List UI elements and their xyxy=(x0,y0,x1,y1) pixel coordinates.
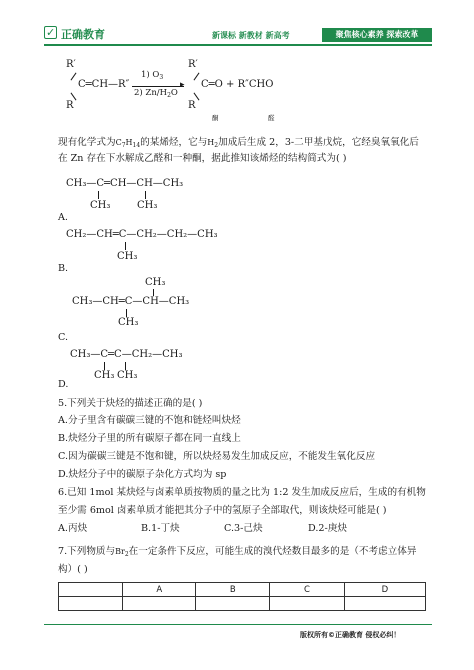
product-r: R xyxy=(188,100,196,111)
q4-option-d-formula[interactable]: CH₃—C═C—CH₂—CH₃ xyxy=(70,349,183,360)
table-header-cell[interactable]: D xyxy=(344,583,425,597)
table-header-cell[interactable]: A xyxy=(123,583,196,597)
brand-logo-icon: ✓ xyxy=(46,26,56,39)
table-header-row xyxy=(59,583,426,597)
reaction-step1: 1) $O_3$ xyxy=(141,70,164,81)
q4-option-b-formula[interactable]: CH₂—CH═C—CH₂—CH₂—CH₃ xyxy=(66,229,218,240)
q6-stem-line2: 至少需 6mol 卤素单质才能把其分子中的氢原子全部取代，则该炔烃可能是( ) xyxy=(58,505,387,516)
q6-option-c[interactable]: C.3-己炔 xyxy=(224,523,263,534)
q6-stem-line1: 6.已知 1mol 某炔烃与卤素单质按物质的量之比为 1:2 发生加成反应后，生成的有机物 xyxy=(58,487,426,498)
reaction-products: C═O + R″CHO xyxy=(201,79,274,90)
q7-stem-line2: 构）( ) xyxy=(58,564,88,575)
q4-option-c-label[interactable]: C. xyxy=(58,332,69,343)
q6-option-a[interactable]: A.丙炔 xyxy=(58,523,88,534)
brand-name: 正确教育 xyxy=(61,28,105,41)
q7-stem-line1: 7.下列物质与$Br_2$在一定条件下反应，可能生成的溴代烃数目最多的是（不考虑立体异 xyxy=(58,546,417,558)
q4-option-d-branch2: CH₃ xyxy=(117,370,138,381)
arrow-head-icon: ▸ xyxy=(180,80,185,90)
q5-option-a[interactable]: A.分子里含有碳碳三键的不饱和链烃叫炔烃 xyxy=(58,415,241,426)
q7-answer-table xyxy=(58,582,426,611)
q6-option-d[interactable]: D.2-庚炔 xyxy=(308,523,347,534)
q4-option-d-label[interactable]: D. xyxy=(58,379,69,390)
q4-option-c-bottom-branch: CH₃ xyxy=(118,317,139,328)
reaction-step2: 2) $Zn/H_2O$ xyxy=(134,88,178,99)
label-aldehyde: 醛 xyxy=(268,114,275,122)
reaction-reactant: C═CH—R″ xyxy=(78,79,130,90)
table-header-cell xyxy=(59,583,123,597)
q4-option-d-branch1: CH₃ xyxy=(94,370,115,381)
q5-option-d[interactable]: D.炔烃分子中的碳原子杂化方式均为 sp xyxy=(58,469,227,480)
reaction-r: R xyxy=(66,100,74,111)
reaction-r-prime: R′ xyxy=(66,59,76,70)
label-ketone: 酮 xyxy=(212,114,219,122)
header-divider xyxy=(44,44,432,46)
q4-option-b-branch: CH₃ xyxy=(117,251,138,262)
header-banner: 聚焦核心素养 探索改革 xyxy=(322,28,432,42)
footer-divider xyxy=(44,624,432,625)
product-r-prime: R′ xyxy=(188,59,198,70)
q4-option-a-label[interactable]: A. xyxy=(58,212,68,223)
q4-option-c-formula[interactable]: CH₃—CH═C—CH—CH₃ xyxy=(72,296,190,307)
q4-option-a-formula[interactable]: CH₃—C═CH—CH—CH₃ xyxy=(66,178,184,189)
q5-option-c[interactable]: C.因为碳碳三键是不饱和键，所以炔烃易发生加成反应，不能发生氧化反应 xyxy=(58,451,376,462)
q4-stem-line1: 现有化学式为$C_7H_{14}$的某烯烃，它与$H_2$加成后生成 2，3-二甲基戊烷，它经臭氧氧化后 xyxy=(58,137,419,149)
q4-option-b-label[interactable]: B. xyxy=(58,263,69,274)
q4-option-a-branch2: CH₃ xyxy=(137,200,158,211)
header-tagline: 新课标 新教材 新高考 xyxy=(212,31,290,40)
reaction-arrow xyxy=(132,86,184,87)
q4-option-a-branch1: CH₃ xyxy=(90,200,111,211)
table-header-cell[interactable]: B xyxy=(196,583,270,597)
q5-option-b[interactable]: B.炔烃分子里的所有碳原子都在同一直线上 xyxy=(58,433,241,444)
q4-stem-line2: 在 Zn 存在下水解成乙醛和一种酮，据此推知该烯烃的结构简式为( ) xyxy=(58,153,347,164)
table-row xyxy=(59,597,426,611)
q5-stem: 5.下列关于炔烃的描述正确的是( ) xyxy=(58,398,203,409)
q4-option-c-top-branch: CH₃ xyxy=(145,277,166,288)
footer-copyright: 版权所有©正确教育 侵权必纠！ xyxy=(300,631,401,639)
table-header-cell[interactable]: C xyxy=(270,583,345,597)
q6-option-b[interactable]: B.1-丁炔 xyxy=(141,523,180,534)
